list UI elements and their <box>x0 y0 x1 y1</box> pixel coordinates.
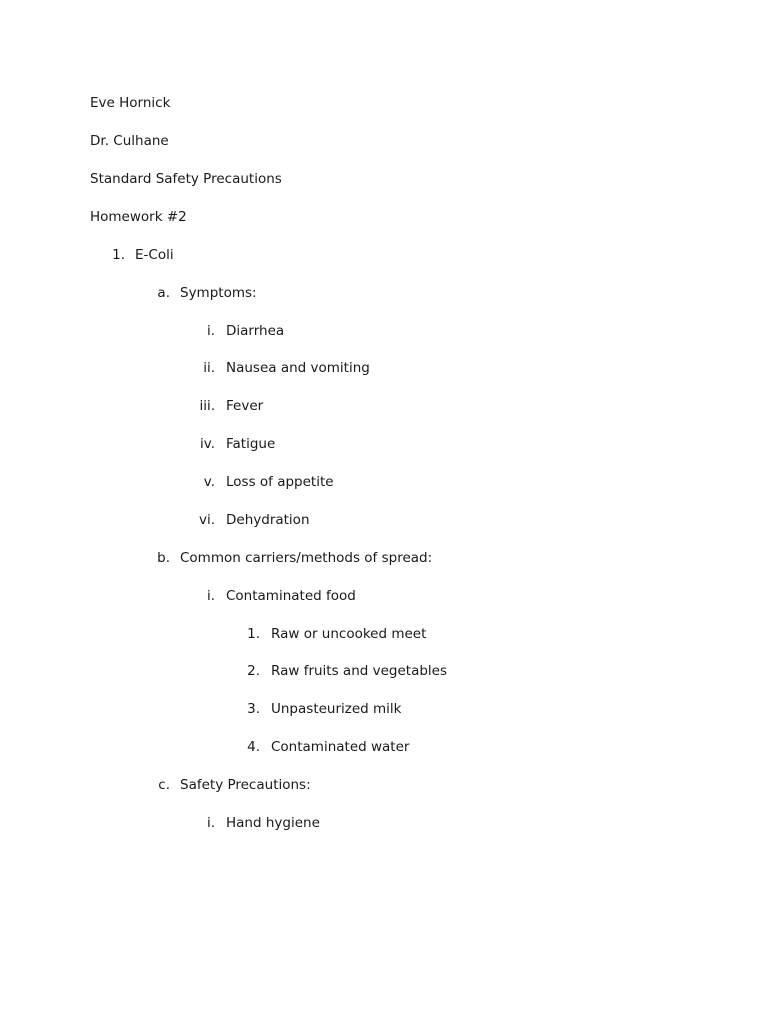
list-marker: i. <box>206 323 215 339</box>
list-marker: c. <box>158 777 170 793</box>
topic-heading: E-Coli <box>135 247 174 263</box>
list-marker: i. <box>206 815 215 831</box>
list-marker: 1. <box>247 626 260 642</box>
list-marker: a. <box>157 285 170 301</box>
assignment-title: Homework #2 <box>90 209 187 225</box>
list-marker: ii. <box>203 360 215 376</box>
list-item: Loss of appetite <box>226 474 334 490</box>
list-item: Contaminated food <box>226 588 356 604</box>
list-item: Dehydration <box>226 512 310 528</box>
list-item: Raw fruits and vegetables <box>271 663 448 679</box>
course-title: Standard Safety Precautions <box>90 171 282 187</box>
section-heading-precautions: Safety Precautions: <box>180 777 311 793</box>
list-marker: 3. <box>247 701 260 717</box>
list-item: Fatigue <box>226 436 276 452</box>
author-name: Eve Hornick <box>90 95 171 111</box>
list-marker: iii. <box>199 398 215 414</box>
list-marker: 1. <box>112 247 125 263</box>
list-item: Unpasteurized milk <box>271 701 402 717</box>
list-item: Raw or uncooked meet <box>271 626 427 642</box>
list-marker: b. <box>157 550 170 566</box>
list-item: Fever <box>226 398 264 414</box>
list-item: Diarrhea <box>226 323 285 339</box>
list-marker: v. <box>203 474 215 490</box>
list-marker: 2. <box>247 663 260 679</box>
list-marker: 4. <box>247 739 260 755</box>
instructor-name: Dr. Culhane <box>90 133 169 149</box>
list-item: Hand hygiene <box>226 815 320 831</box>
section-heading-symptoms: Symptoms: <box>180 285 257 301</box>
list-marker: vi. <box>198 512 215 528</box>
list-marker: iv. <box>200 436 215 452</box>
list-item: Contaminated water <box>271 739 410 755</box>
list-item: Nausea and vomiting <box>226 360 370 376</box>
section-heading-carriers: Common carriers/methods of spread: <box>180 550 433 566</box>
list-marker: i. <box>206 588 215 604</box>
